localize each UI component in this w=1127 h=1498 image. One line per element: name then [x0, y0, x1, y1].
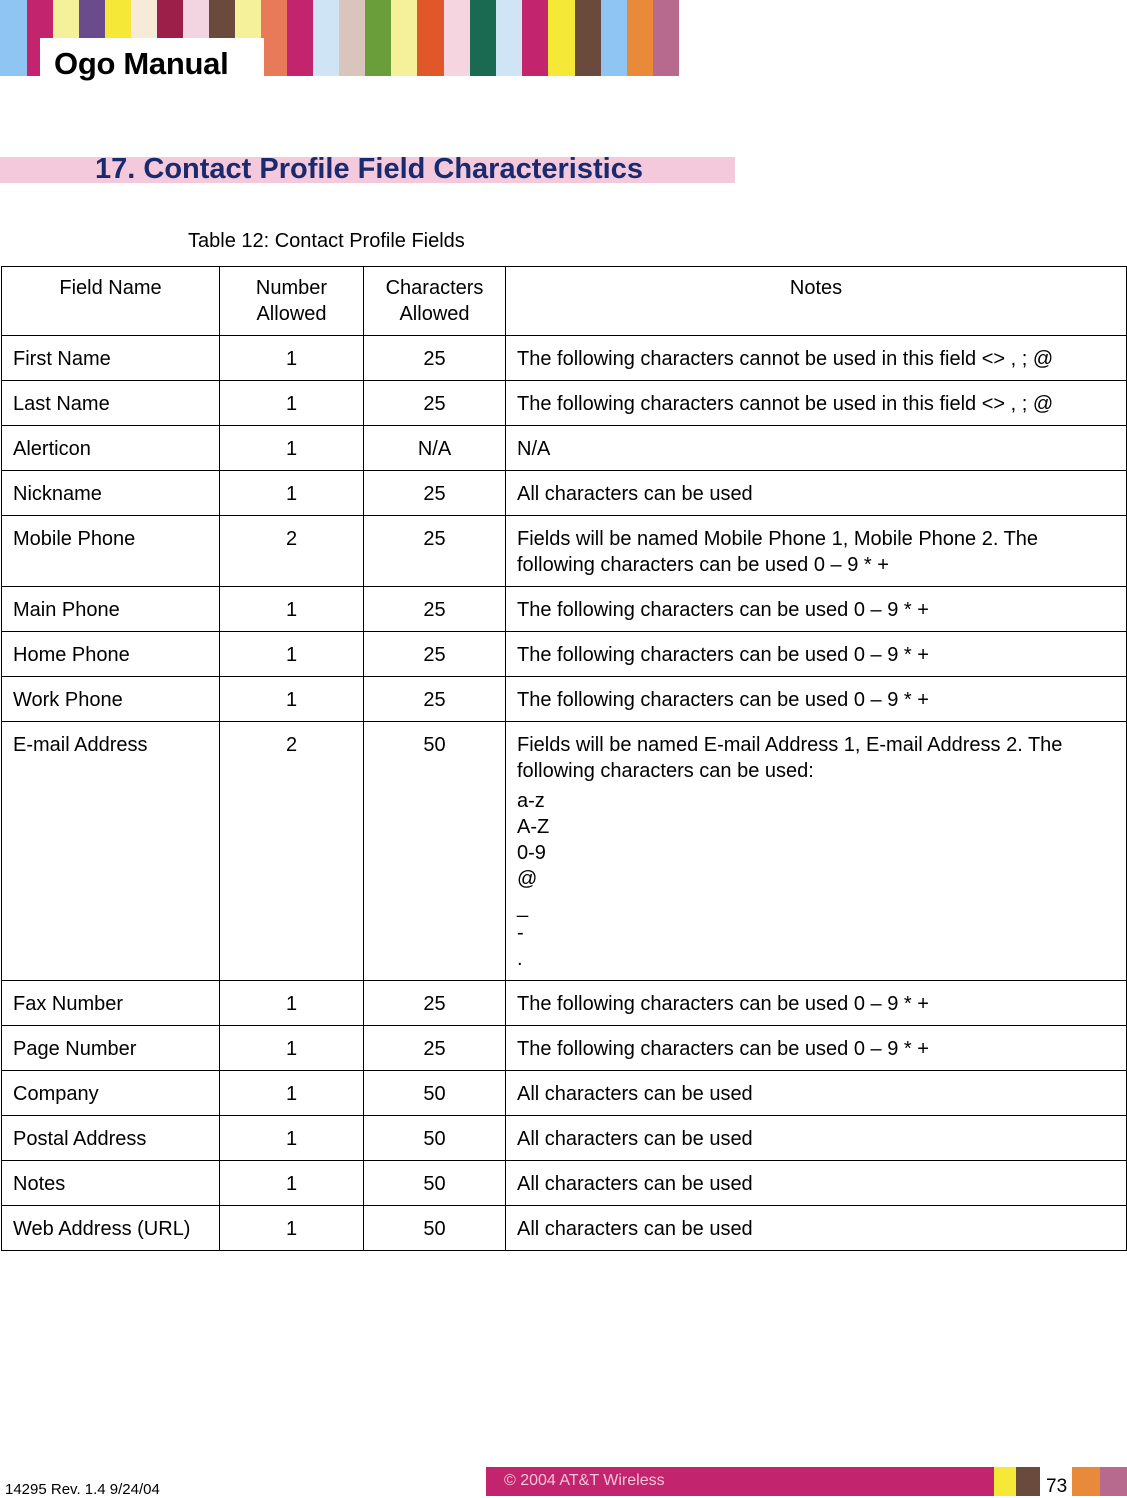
section-title: 17. Contact Profile Field Characteristics: [95, 153, 643, 185]
table-caption: Table 12: Contact Profile Fields: [188, 230, 465, 252]
header-stripe: [470, 0, 496, 76]
characters-allowed-cell: 25: [364, 336, 506, 381]
table-row: [2, 426, 1127, 471]
table-row: [2, 632, 1127, 677]
field-name-cell: Last Name: [2, 381, 220, 426]
notes-cell: [506, 677, 1127, 722]
number-allowed-cell: 1: [220, 587, 364, 632]
table-row: [2, 1206, 1127, 1251]
header-number-allowed: Number Allowed: [220, 267, 364, 336]
notes-line: @: [517, 868, 538, 890]
field-name-cell: Main Phone: [2, 587, 220, 632]
header-stripe: [575, 0, 601, 76]
notes-cell: [506, 516, 1127, 587]
number-allowed-cell: 1: [220, 981, 364, 1026]
notes-line: .: [517, 948, 523, 970]
table-row: [2, 1071, 1127, 1116]
footer-copyright: © 2004 AT&T Wireless: [504, 1472, 665, 1489]
characters-allowed-cell: 50: [364, 1206, 506, 1251]
notes-line: Fields will be named E-mail Address 1, E-mail Address 2. The following characters can be used:: [517, 734, 1063, 782]
notes-line: N/A: [517, 438, 551, 460]
notes-line: a-z: [517, 790, 545, 812]
header-characters-allowed: Characters Allowed: [364, 267, 506, 336]
notes-line: All characters can be used: [517, 483, 753, 505]
characters-allowed-cell: 25: [364, 632, 506, 677]
number-allowed-cell: 1: [220, 336, 364, 381]
field-name-cell: E-mail Address: [2, 722, 220, 981]
document-revision-info: 14295 Rev. 1.4 9/24/04: [5, 1481, 160, 1498]
contact-profile-fields-table: [1, 266, 1127, 1251]
header-stripe: [653, 0, 679, 76]
header-stripe: [444, 0, 470, 76]
notes-line: The following characters cannot be used in this field <> , ; @: [517, 348, 1054, 370]
footer-color-block: [994, 1467, 1016, 1496]
number-allowed-cell: 1: [220, 677, 364, 722]
header-stripe: [601, 0, 627, 76]
table-row: [2, 981, 1127, 1026]
field-name-cell: Alerticon: [2, 426, 220, 471]
field-name-cell: Nickname: [2, 471, 220, 516]
notes-cell: [506, 381, 1127, 426]
field-name-cell: Web Address (URL): [2, 1206, 220, 1251]
header-stripe: [0, 0, 27, 76]
number-allowed-cell: 1: [220, 1161, 364, 1206]
field-name-cell: Fax Number: [2, 981, 220, 1026]
header-stripe: [548, 0, 575, 76]
table-row: [2, 1026, 1127, 1071]
field-name-cell: Page Number: [2, 1026, 220, 1071]
footer-color-block: [1072, 1467, 1100, 1496]
notes-line: 0-9: [517, 842, 546, 864]
characters-allowed-cell: 50: [364, 1116, 506, 1161]
notes-cell: [506, 1026, 1127, 1071]
table-row: [2, 516, 1127, 587]
characters-allowed-cell: 25: [364, 381, 506, 426]
header-stripe: [287, 0, 313, 76]
header-stripe: [339, 0, 365, 76]
characters-allowed-cell: 25: [364, 677, 506, 722]
notes-line: All characters can be used: [517, 1083, 753, 1105]
field-name-cell: Notes: [2, 1161, 220, 1206]
notes-cell: [506, 1206, 1127, 1251]
notes-cell: [506, 336, 1127, 381]
number-allowed-cell: 2: [220, 722, 364, 981]
notes-line: All characters can be used: [517, 1173, 753, 1195]
notes-cell: [506, 1116, 1127, 1161]
table-row: [2, 677, 1127, 722]
number-allowed-cell: 2: [220, 516, 364, 587]
notes-cell: [506, 471, 1127, 516]
header-stripe: [261, 0, 287, 76]
field-name-cell: Postal Address: [2, 1116, 220, 1161]
number-allowed-cell: 1: [220, 426, 364, 471]
table-row: [2, 722, 1127, 981]
brand-title: Ogo Manual: [54, 46, 229, 81]
number-allowed-cell: 1: [220, 1116, 364, 1161]
notes-line: _: [517, 896, 529, 918]
notes-cell: [506, 426, 1127, 471]
header-notes: Notes: [506, 267, 1127, 336]
characters-allowed-cell: 50: [364, 1161, 506, 1206]
field-name-cell: Mobile Phone: [2, 516, 220, 587]
field-name-cell: Company: [2, 1071, 220, 1116]
characters-allowed-cell: 25: [364, 1026, 506, 1071]
notes-line: -: [517, 922, 524, 944]
notes-line: A-Z: [517, 816, 550, 838]
notes-line: Fields will be named Mobile Phone 1, Mobile Phone 2. The following characters can be used 0 – 9 * +: [517, 528, 1039, 576]
footer-color-block: [1016, 1467, 1040, 1496]
characters-allowed-cell: 25: [364, 471, 506, 516]
notes-cell: [506, 722, 1127, 981]
notes-cell: [506, 981, 1127, 1026]
page-number: 73: [1046, 1476, 1068, 1497]
table-row: [2, 381, 1127, 426]
notes-line: The following characters can be used 0 – 9 * +: [517, 993, 929, 1015]
field-name-cell: Home Phone: [2, 632, 220, 677]
header-stripe: [522, 0, 548, 76]
notes-line: The following characters can be used 0 – 9 * +: [517, 1038, 929, 1060]
footer-color-block: [1100, 1467, 1127, 1496]
table-row: [2, 1116, 1127, 1161]
number-allowed-cell: 1: [220, 1071, 364, 1116]
number-allowed-cell: 1: [220, 632, 364, 677]
header-stripe: [391, 0, 417, 76]
number-allowed-cell: 1: [220, 381, 364, 426]
notes-cell: [506, 1071, 1127, 1116]
header-stripe: [496, 0, 522, 76]
notes-line: The following characters can be used 0 – 9 * +: [517, 644, 929, 666]
table-row: [2, 471, 1127, 516]
table-header-row: [2, 267, 1127, 336]
notes-cell: [506, 587, 1127, 632]
table-row: [2, 1161, 1127, 1206]
header-field-name: Field Name: [2, 267, 220, 336]
notes-line: The following characters can be used 0 – 9 * +: [517, 689, 929, 711]
characters-allowed-cell: 25: [364, 981, 506, 1026]
field-name-cell: Work Phone: [2, 677, 220, 722]
characters-allowed-cell: 25: [364, 587, 506, 632]
characters-allowed-cell: 50: [364, 1071, 506, 1116]
number-allowed-cell: 1: [220, 1026, 364, 1071]
header-stripe: [365, 0, 391, 76]
characters-allowed-cell: 50: [364, 722, 506, 981]
number-allowed-cell: 1: [220, 471, 364, 516]
notes-line: The following characters cannot be used in this field <> , ; @: [517, 393, 1054, 415]
header-stripe: [627, 0, 653, 76]
table-row: [2, 587, 1127, 632]
header-stripe: [417, 0, 444, 76]
header-stripe: [313, 0, 339, 76]
number-allowed-cell: 1: [220, 1206, 364, 1251]
notes-line: All characters can be used: [517, 1218, 753, 1240]
field-name-cell: First Name: [2, 336, 220, 381]
notes-cell: [506, 1161, 1127, 1206]
table-row: [2, 336, 1127, 381]
characters-allowed-cell: 25: [364, 516, 506, 587]
characters-allowed-cell: N/A: [364, 426, 506, 471]
notes-cell: [506, 632, 1127, 677]
notes-line: The following characters can be used 0 – 9 * +: [517, 599, 929, 621]
notes-line: All characters can be used: [517, 1128, 753, 1150]
